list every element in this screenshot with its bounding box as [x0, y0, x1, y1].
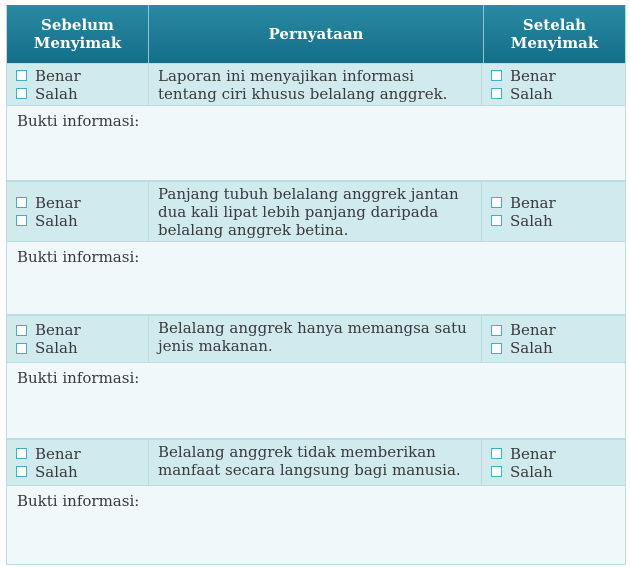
evidence-label: Bukti informasi:	[17, 112, 140, 130]
evidence-box[interactable]	[7, 241, 625, 315]
checkbox-icon[interactable]	[16, 70, 27, 81]
evidence-label: Bukti informasi:	[17, 369, 140, 387]
checkbox-icon[interactable]	[491, 448, 502, 459]
header-statement: Pernyataan	[148, 5, 484, 63]
option-label: Salah	[35, 339, 78, 357]
before-options	[7, 316, 148, 362]
checkbox-icon[interactable]	[16, 325, 27, 336]
option-label: Benar	[35, 66, 81, 85]
evidence-label: Bukti informasi:	[17, 248, 140, 266]
checkbox-icon[interactable]	[16, 197, 27, 208]
before-options	[7, 440, 148, 485]
statement-text: Laporan ini menyajikan informasi tentang ciri khusus belalang anggrek.	[148, 64, 482, 105]
after-true-option[interactable]	[491, 445, 625, 463]
checkbox-icon[interactable]	[16, 88, 27, 99]
statement-text: Belalang anggrek tidak memberikan manfaat secara langsung bagi manusia.	[148, 440, 482, 485]
evidence-label: Bukti informasi:	[17, 492, 140, 510]
checkbox-icon[interactable]	[491, 215, 502, 226]
checkbox-icon[interactable]	[491, 466, 502, 477]
before-true-option[interactable]	[16, 67, 148, 85]
before-false-option[interactable]	[16, 339, 148, 357]
checkbox-icon[interactable]	[16, 343, 27, 354]
option-label: Salah	[510, 339, 553, 357]
statement-row	[7, 63, 625, 105]
option-label: Salah	[35, 462, 78, 481]
statement-row	[7, 315, 625, 362]
option-label: Benar	[35, 321, 81, 339]
before-false-option[interactable]	[16, 212, 148, 230]
after-false-option[interactable]	[491, 212, 625, 230]
before-true-option[interactable]	[16, 445, 148, 463]
after-false-option[interactable]	[491, 85, 625, 103]
after-true-option[interactable]	[491, 321, 625, 339]
listening-table	[6, 5, 626, 565]
option-label: Salah	[510, 84, 553, 103]
header-before-listening: Sebelum Menyimak	[33, 16, 122, 52]
option-label: Benar	[510, 193, 556, 212]
checkbox-icon[interactable]	[491, 88, 502, 99]
before-true-option[interactable]	[16, 194, 148, 212]
checkbox-icon[interactable]	[491, 325, 502, 336]
statement-row	[7, 181, 625, 241]
after-options	[482, 316, 625, 362]
evidence-box[interactable]	[7, 105, 625, 181]
option-label: Salah	[510, 462, 553, 481]
table-header	[7, 5, 625, 63]
checkbox-icon[interactable]	[491, 197, 502, 208]
checkbox-icon[interactable]	[16, 215, 27, 226]
option-label: Benar	[510, 321, 556, 339]
after-false-option[interactable]	[491, 339, 625, 357]
option-label: Salah	[35, 211, 78, 230]
option-label: Benar	[510, 66, 556, 85]
evidence-box[interactable]	[7, 485, 625, 565]
option-label: Benar	[35, 444, 81, 463]
after-options	[482, 182, 625, 241]
before-options	[7, 64, 148, 105]
after-true-option[interactable]	[491, 67, 625, 85]
statement-row	[7, 439, 625, 485]
after-options	[482, 440, 625, 485]
before-false-option[interactable]	[16, 85, 148, 103]
checkbox-icon[interactable]	[16, 466, 27, 477]
checkbox-icon[interactable]	[491, 70, 502, 81]
checkbox-icon[interactable]	[16, 448, 27, 459]
checkbox-icon[interactable]	[491, 343, 502, 354]
option-label: Benar	[35, 193, 81, 212]
after-false-option[interactable]	[491, 463, 625, 481]
after-true-option[interactable]	[491, 194, 625, 212]
statement-text: Panjang tubuh belalang anggrek jantan dua kali lipat lebih panjang daripada belalang anggrek betina.	[148, 182, 482, 241]
header-after-listening: Setelah Menyimak	[510, 16, 599, 52]
before-true-option[interactable]	[16, 321, 148, 339]
after-options	[482, 64, 625, 105]
before-false-option[interactable]	[16, 463, 148, 481]
statement-text: Belalang anggrek hanya memangsa satu jenis makanan.	[148, 316, 482, 362]
evidence-box[interactable]	[7, 362, 625, 439]
option-label: Benar	[510, 444, 556, 463]
option-label: Salah	[35, 84, 78, 103]
option-label: Salah	[510, 211, 553, 230]
before-options	[7, 182, 148, 241]
